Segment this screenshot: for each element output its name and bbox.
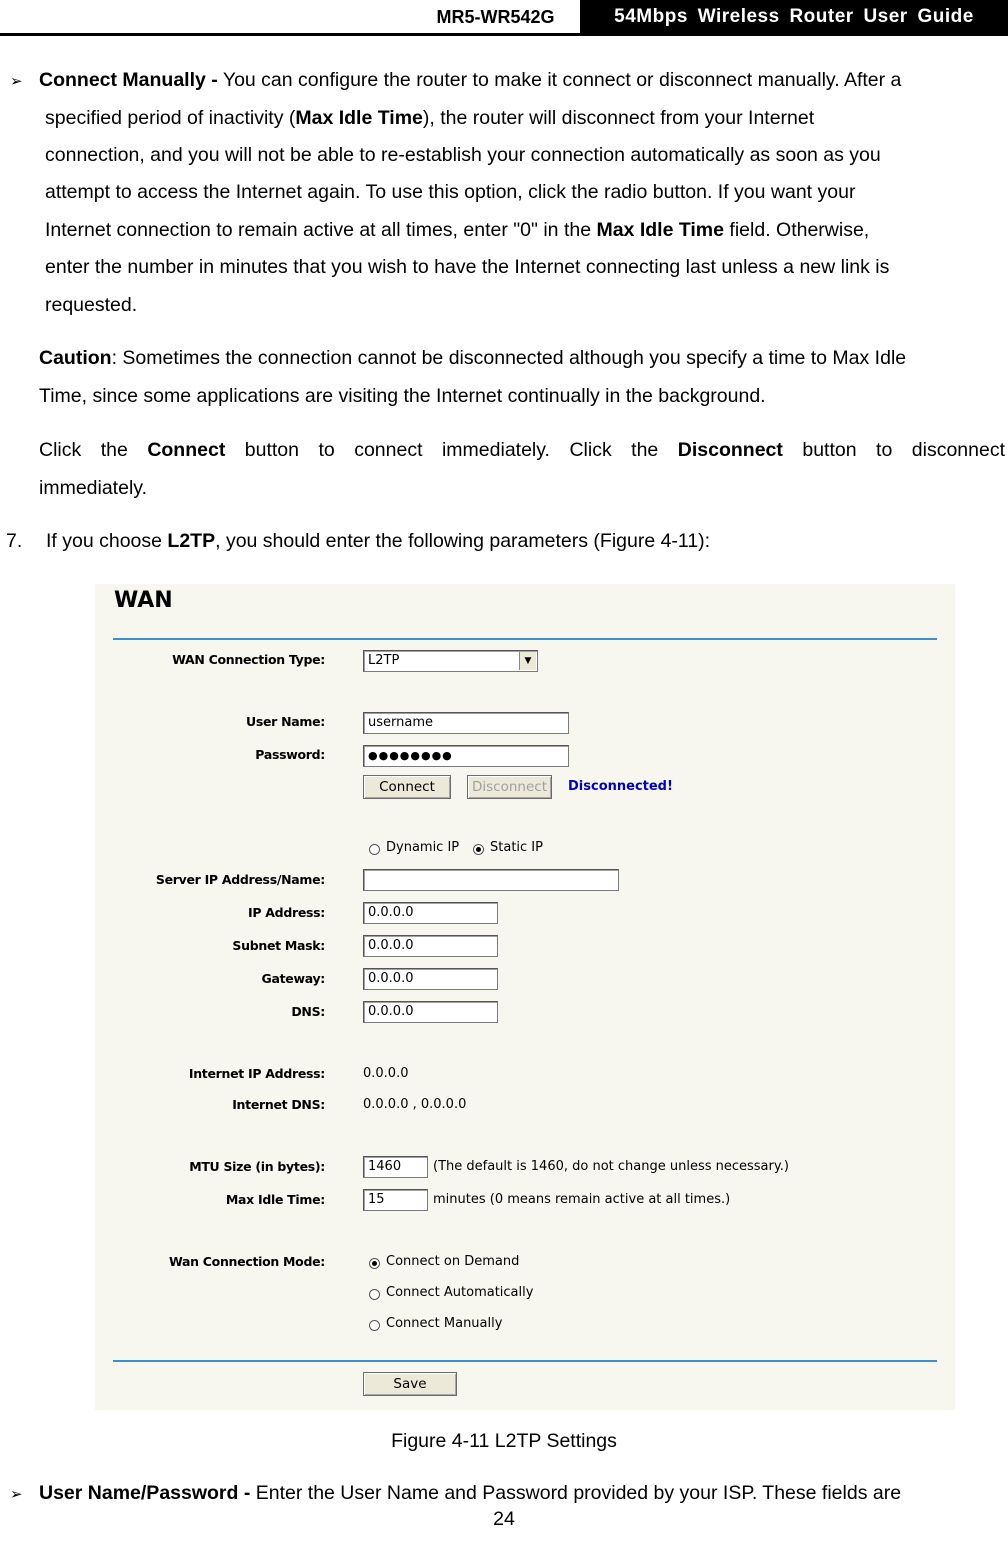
mode-auto-label: Connect Automatically <box>386 1285 534 1300</box>
password-input[interactable]: ●●●●●●●● <box>363 745 569 767</box>
mode-demand-label: Connect on Demand <box>386 1254 520 1269</box>
wan-top-rule <box>113 638 937 640</box>
max-idle-note: minutes (0 means remain active at all times.) <box>433 1192 731 1207</box>
mode-manual-label: Connect Manually <box>386 1316 503 1331</box>
header-title: 54Mbps Wireless Router User Guide <box>580 0 1008 33</box>
connect-manually-line1: Connect Manually - You can configure the router to make it connect or disconnect manually. After a <box>39 69 902 91</box>
max-idle-input[interactable]: 15 <box>363 1189 428 1211</box>
user-name-label: User Name: <box>246 714 325 729</box>
connect-manually-line6: enter the number in minutes that you wish to have the Internet connecting last unless a new link is <box>45 256 890 278</box>
static-ip-radio[interactable] <box>473 842 484 860</box>
connect-manually-term: Connect Manually - <box>39 69 218 91</box>
dns-input[interactable]: 0.0.0.0 <box>363 1001 498 1023</box>
connection-status: Disconnected! <box>568 779 673 794</box>
caution-line2: Time, since some applications are visiting the Internet continually in the background. <box>39 385 766 407</box>
figure-caption: Figure 4-11 L2TP Settings <box>391 1430 617 1452</box>
internet-ip-value: 0.0.0.0 <box>363 1066 409 1081</box>
user-name-input[interactable]: username <box>363 712 569 734</box>
subnet-mask-input[interactable]: 0.0.0.0 <box>363 935 498 957</box>
radio-off-icon <box>369 1289 380 1300</box>
wan-mode-label: Wan Connection Mode: <box>168 1254 325 1269</box>
internet-dns-value: 0.0.0.0 , 0.0.0.0 <box>363 1097 467 1112</box>
dynamic-ip-label: Dynamic IP <box>386 840 460 855</box>
wan-connection-type-label: WAN Connection Type: <box>172 652 325 667</box>
chevron-down-icon[interactable]: ▼ <box>519 652 536 670</box>
header-model: MR5-WR542G <box>436 7 555 27</box>
caution-term: Caution <box>39 347 112 369</box>
connect-manually-line4: attempt to access the Internet again. To use this option, click the radio button. If you want your <box>45 181 856 203</box>
mode-manual-radio[interactable] <box>369 1318 380 1336</box>
max-idle-label: Max Idle Time: <box>225 1192 325 1207</box>
gateway-input[interactable]: 0.0.0.0 <box>363 968 498 990</box>
dns-label: DNS: <box>291 1004 325 1019</box>
page-number: 24 <box>493 1508 515 1530</box>
radio-off-icon <box>369 1320 380 1331</box>
connect-manually-line5: Internet connection to remain active at all times, enter "0" in the Max Idle Time field. Otherwise, <box>45 219 870 241</box>
wan-connection-type-value: L2TP <box>368 653 400 668</box>
password-label: Password: <box>255 747 325 762</box>
mode-auto-radio[interactable] <box>369 1287 380 1305</box>
step-7-text: If you choose L2TP, you should enter the following parameters (Figure 4-11): <box>46 530 711 552</box>
click-connect-line2: immediately. <box>39 477 148 499</box>
wan-connection-type-select[interactable] <box>363 650 538 672</box>
ip-address-input[interactable]: 0.0.0.0 <box>363 902 498 924</box>
mtu-label: MTU Size (in bytes): <box>189 1159 325 1174</box>
subnet-mask-label: Subnet Mask: <box>232 938 325 953</box>
connect-manually-line2: specified period of inactivity (Max Idle Time), the router will disconnect from your Internet <box>45 107 815 129</box>
bullet-icon: ➢ <box>10 73 23 90</box>
mtu-note: (The default is 1460, do not change unless necessary.) <box>433 1159 789 1174</box>
user-password-line: User Name/Password - Enter the User Name and Password provided by your ISP. These fields are <box>39 1482 902 1504</box>
dynamic-ip-radio[interactable] <box>369 842 380 860</box>
click-connect-line1: Click the Connect button to connect immediately. Click the Disconnect button to disconnect <box>39 439 1005 461</box>
mtu-input[interactable]: 1460 <box>363 1156 428 1178</box>
step-number: 7. <box>6 530 23 552</box>
user-password-term: User Name/Password - <box>39 1482 251 1504</box>
radio-on-icon <box>369 1258 380 1269</box>
mode-demand-radio[interactable] <box>369 1256 380 1274</box>
static-ip-label: Static IP <box>490 840 543 855</box>
connect-manually-line7: requested. <box>45 294 138 316</box>
ip-address-label: IP Address: <box>248 905 325 920</box>
disconnect-button[interactable]: Disconnect <box>467 775 552 799</box>
radio-on-icon <box>473 844 484 855</box>
internet-ip-label: Internet IP Address: <box>188 1066 325 1081</box>
caution-line1: Caution: Sometimes the connection cannot be disconnected although you specify a time to Max Idle <box>39 347 907 369</box>
connect-manually-line3: connection, and you will not be able to re-establish your connection automatically as soon as you <box>45 144 881 166</box>
bullet-icon: ➢ <box>10 1486 23 1503</box>
wan-bottom-rule <box>113 1360 937 1362</box>
connect-button[interactable]: Connect <box>363 775 451 799</box>
wan-title: WAN <box>114 588 173 613</box>
save-button[interactable]: Save <box>363 1372 457 1396</box>
gateway-label: Gateway: <box>261 971 325 986</box>
server-input[interactable] <box>363 869 619 891</box>
header-rule <box>0 33 1008 36</box>
radio-off-icon <box>369 844 380 855</box>
server-label: Server IP Address/Name: <box>155 872 325 887</box>
internet-dns-label: Internet DNS: <box>232 1097 325 1112</box>
